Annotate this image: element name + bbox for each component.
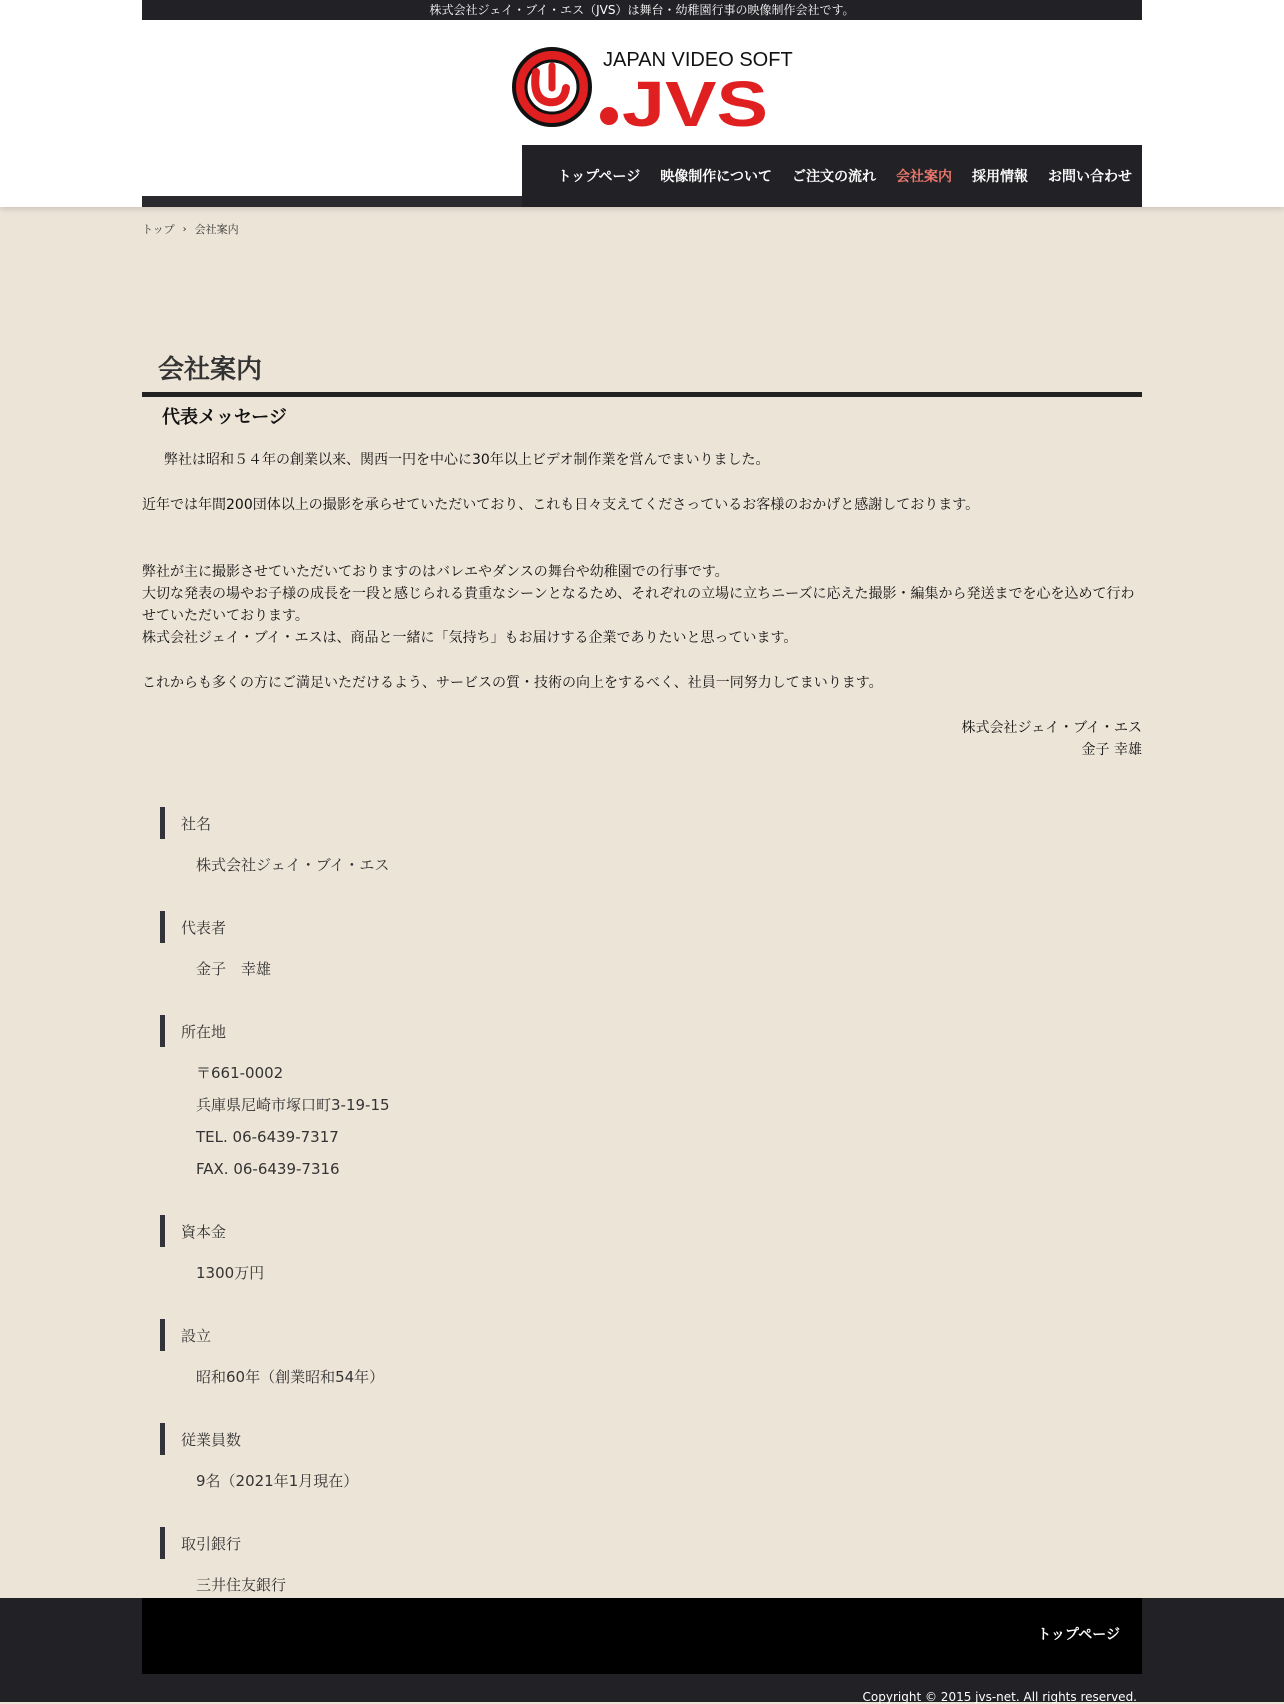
breadcrumb-home[interactable]: トップ	[142, 223, 175, 236]
info-value: 昭和60年（創業昭和54年）	[196, 1368, 385, 1386]
message-paragraph: 弊社が主に撮影させていただいておりますのはバレエやダンスの舞台や幼稚園での行事です。	[142, 564, 729, 580]
info-label: 設立	[160, 1319, 1142, 1351]
main-nav	[522, 145, 1142, 207]
message-paragraph: 弊社は昭和５４年の創業以来、関西一円を中心に30年以上ビデオ制作業を営んでまいりました。	[164, 452, 770, 468]
info-item	[160, 1319, 1142, 1393]
nav-item-recruit[interactable]: 採用情報	[972, 169, 1028, 185]
nav-item-contact[interactable]: お問い合わせ	[1048, 169, 1132, 185]
message-signature	[142, 717, 1142, 761]
message-paragraph: これからも多くの方にご満足いただけるよう、サービスの質・技術の向上をするべく、社員一同努力してまいります。	[142, 675, 883, 691]
message-paragraph: 近年では年間200団体以上の撮影を承らせていただいており、これも日々支えてくださっているお客様のおかげと感謝しております。	[142, 497, 980, 513]
info-value: 金子 幸雄	[196, 960, 272, 978]
signature-company: 株式会社ジェイ・ブイ・エス	[961, 720, 1142, 736]
company-info	[142, 807, 1142, 1601]
info-item	[160, 911, 1142, 985]
info-postal-code: 〒661-0002	[196, 1064, 284, 1082]
info-item	[160, 807, 1142, 881]
info-label: 資本金	[160, 1215, 1142, 1247]
nav-item-production[interactable]: 映像制作について	[660, 169, 772, 185]
page-title: 会社案内	[142, 349, 1142, 397]
breadcrumb-current: 会社案内	[194, 223, 239, 236]
info-value: 株式会社ジェイ・ブイ・エス	[196, 856, 390, 874]
info-label: 従業員数	[160, 1423, 1142, 1455]
signature-name: 金子 幸雄	[1081, 742, 1142, 758]
message-paragraph: 大切な発表の場やお子様の成長を一段と感じられる貴重なシーンとなるため、それぞれの立場に立ちニーズに応えた撮影・編集から発送までを心を込めて行わせていただいております。	[142, 586, 1135, 624]
topbar-tagline: 株式会社ジェイ・ブイ・エス（JVS）は舞台・幼稚園行事の映像制作会社です。	[142, 0, 1142, 20]
breadcrumb	[142, 221, 1142, 237]
section-title: 代表メッセージ	[162, 407, 287, 428]
info-value: 三井住友銀行	[196, 1576, 287, 1594]
info-value: 1300万円	[196, 1264, 265, 1282]
info-item	[160, 1527, 1142, 1601]
copyright: Copyright © 2015 jvs-net. All rights reserved.	[862, 1690, 1137, 1704]
info-fax: FAX. 06-6439-7316	[196, 1160, 340, 1178]
info-street-address: 兵庫県尼崎市塚口町3-19-15	[196, 1096, 390, 1114]
info-tel: TEL. 06-6439-7317	[196, 1128, 339, 1146]
logo-subtitle: JAPAN VIDEO SOFT	[603, 49, 793, 71]
info-value: 9名（2021年1月現在）	[196, 1472, 359, 1490]
nav-item-order-flow[interactable]: ご注文の流れ	[792, 169, 876, 185]
site-logo[interactable]	[512, 44, 793, 140]
info-label: 社名	[160, 807, 1142, 839]
info-label: 取引銀行	[160, 1527, 1142, 1559]
footer-link-top[interactable]: トップページ	[1037, 1627, 1120, 1643]
site-header	[0, 0, 1284, 207]
info-item	[160, 1423, 1142, 1497]
nav-item-top[interactable]: トップページ	[557, 169, 641, 185]
breadcrumb-separator: ›	[182, 223, 187, 235]
main-content	[142, 221, 1142, 1601]
info-item	[160, 1215, 1142, 1289]
info-label: 代表者	[160, 911, 1142, 943]
info-item	[160, 1015, 1142, 1185]
info-label: 所在地	[160, 1015, 1142, 1047]
nav-item-company[interactable]: 会社案内	[896, 169, 952, 185]
representative-message	[142, 449, 1142, 761]
site-footer	[142, 1598, 1142, 1674]
logo-name: JVS	[622, 68, 768, 140]
message-paragraph: 株式会社ジェイ・ブイ・エスは、商品と一緒に「気持ち」もお届けする企業でありたいと思っています。	[142, 630, 798, 646]
